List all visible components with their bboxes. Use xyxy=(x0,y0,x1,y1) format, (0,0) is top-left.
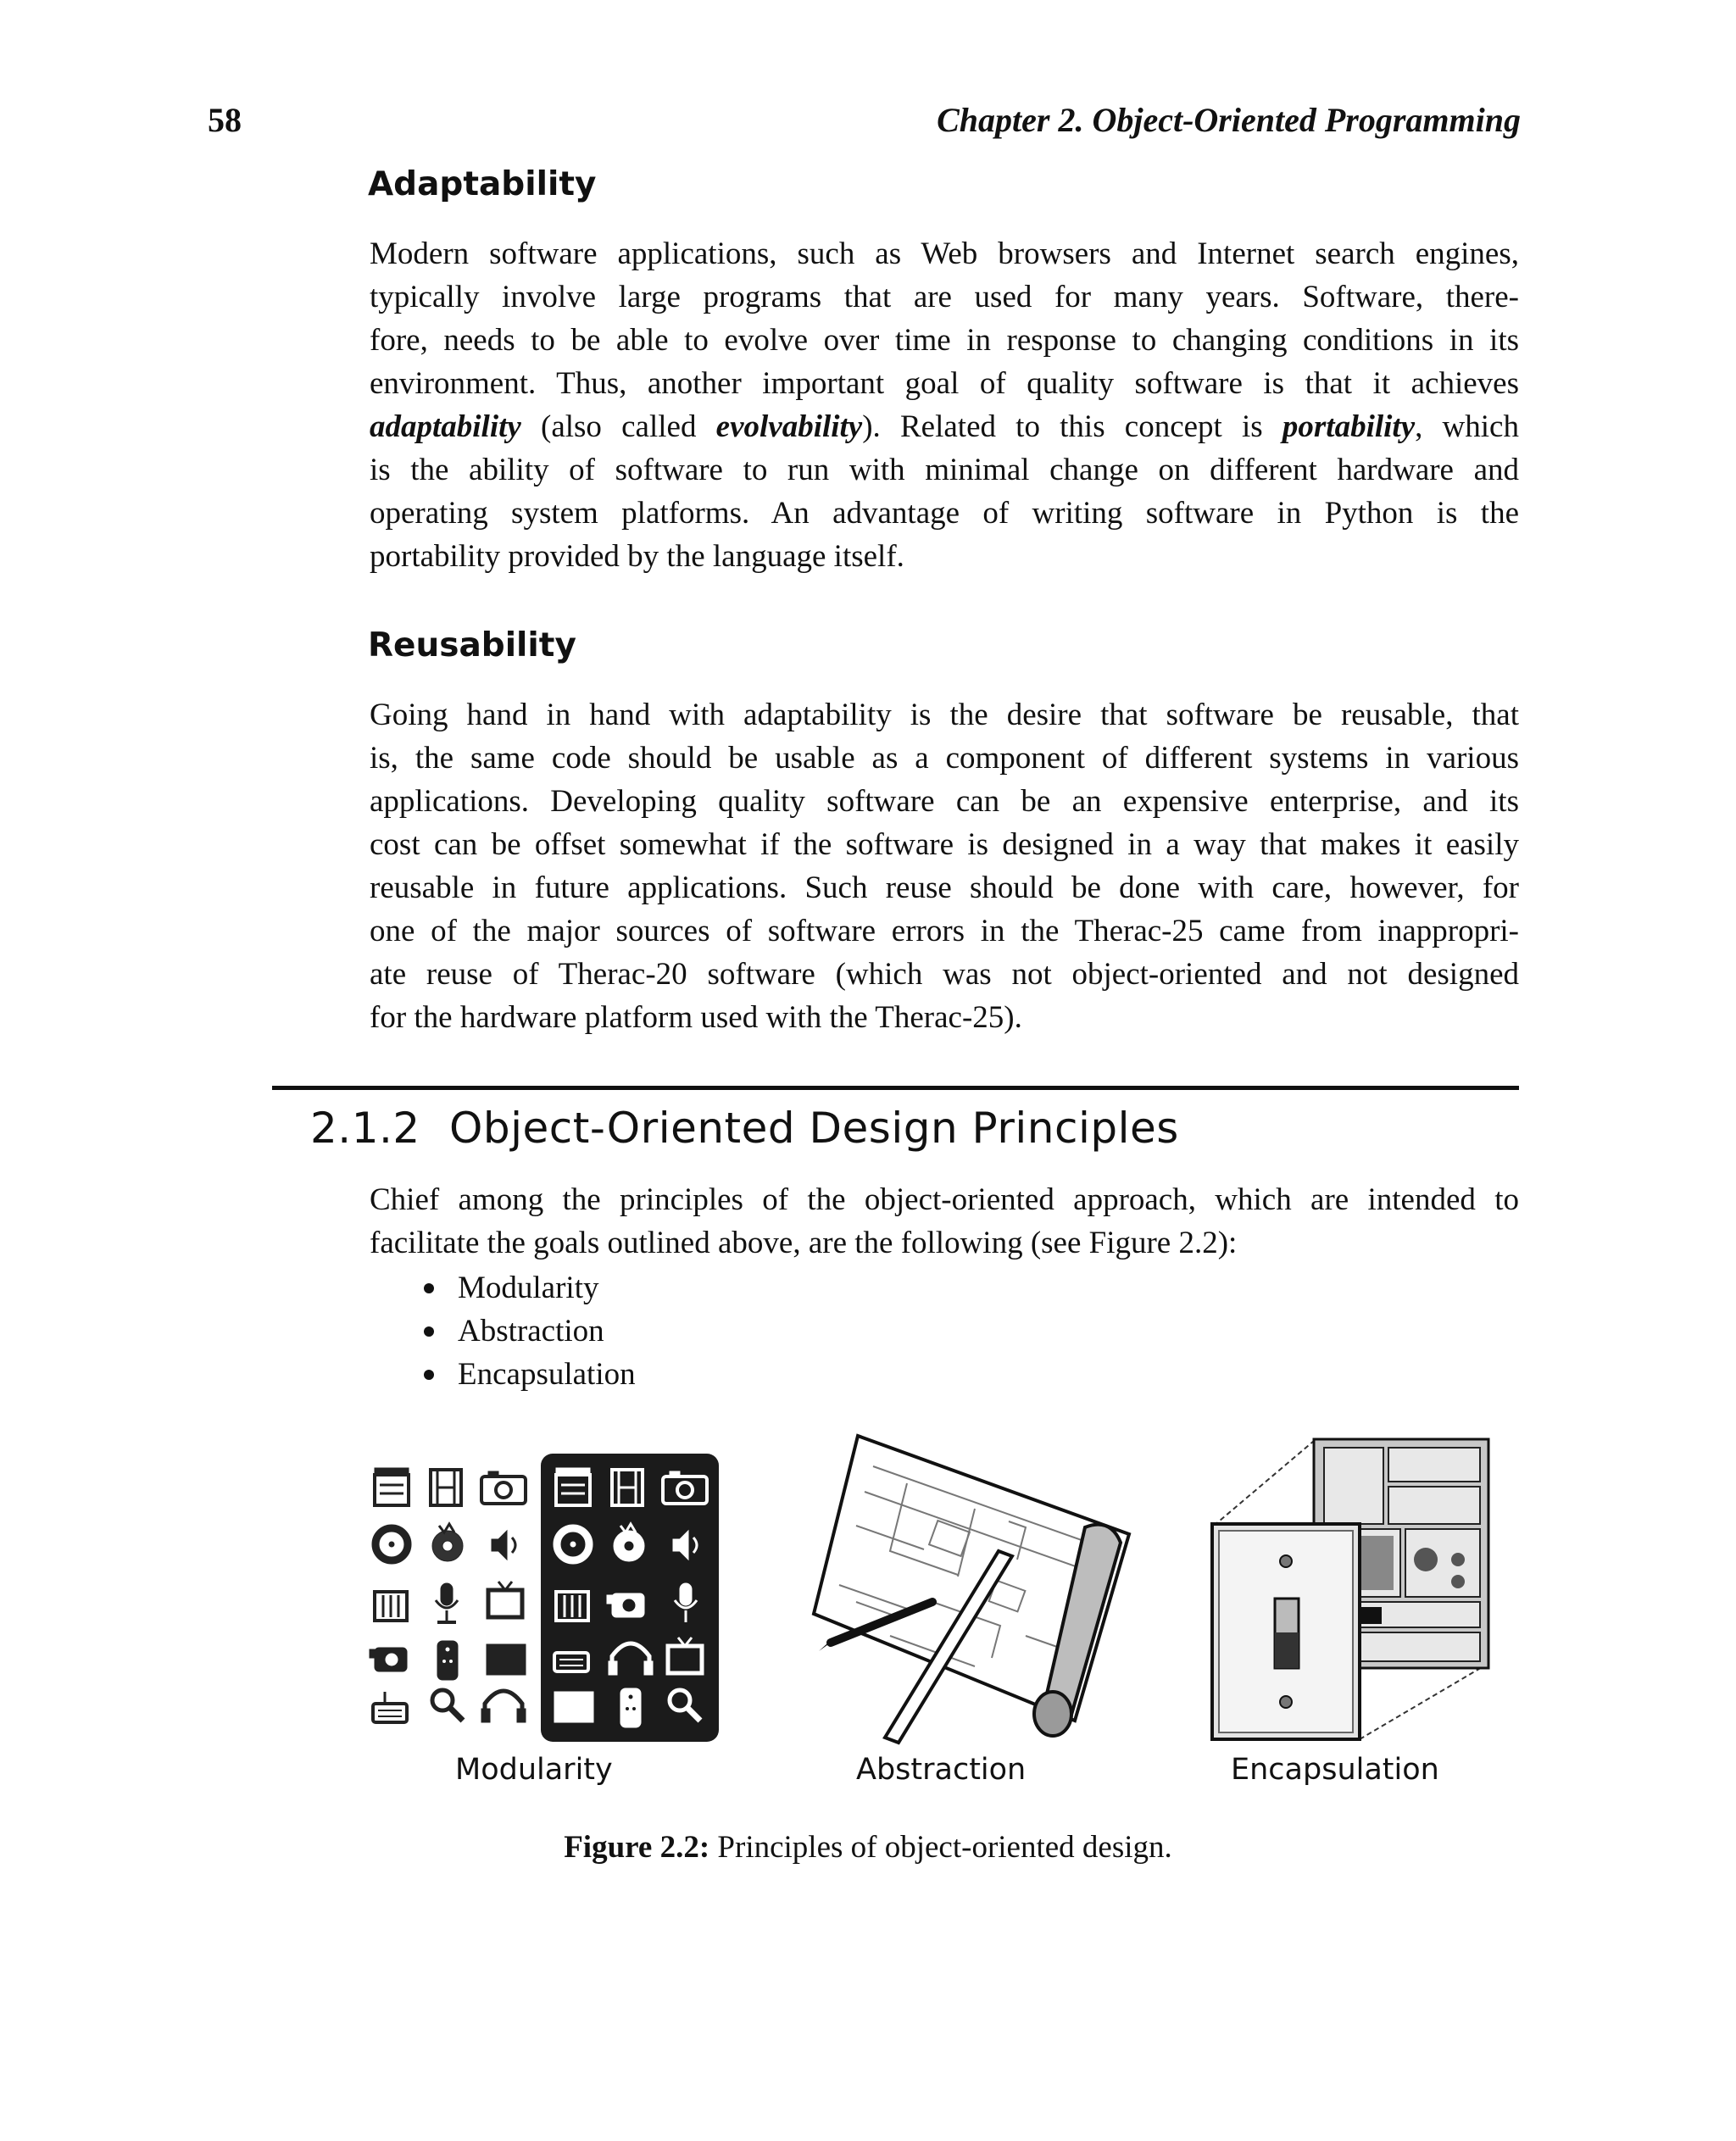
light-icon-set xyxy=(370,1468,526,1722)
text-line: operating system platforms. An advantage of writing software in Python is the xyxy=(370,496,1519,531)
remote-icon xyxy=(437,1641,458,1680)
adaptability-paragraph xyxy=(370,232,1519,578)
text-line: is, the same code should be usable as a component of different systems in various xyxy=(370,741,1519,776)
text-run: , which xyxy=(1415,409,1519,444)
projection-line xyxy=(1360,1666,1483,1739)
list-item xyxy=(419,1266,636,1310)
section-rule xyxy=(272,1086,1519,1090)
remote-icon xyxy=(620,1688,641,1727)
figure-caption-text: Principles of object-oriented design. xyxy=(709,1830,1172,1865)
text-line xyxy=(370,405,1519,448)
text-line: one of the major sources of software errors in the Therac-25 came from inappropri- xyxy=(370,914,1519,948)
text-run: (also called xyxy=(520,409,716,444)
camcorder-icon xyxy=(607,1593,644,1617)
figure-caption xyxy=(0,1829,1736,1866)
speaker-icon xyxy=(492,1531,515,1560)
text-line: facilitate the goals outlined above, are the following (see Figure 2.2): xyxy=(370,1226,1238,1260)
roll-end xyxy=(1034,1692,1071,1736)
gear-icon xyxy=(432,1524,463,1561)
text-line: Chief among the principles of the object-oriented approach, which are intended to xyxy=(370,1182,1519,1217)
text-line: Modern software applications, such as Web browsers and Internet search engines, xyxy=(370,236,1519,271)
switch-toggle xyxy=(1275,1632,1299,1668)
reusability-paragraph xyxy=(370,693,1519,1039)
section-title xyxy=(310,1104,1179,1153)
reusability-heading: Reusability xyxy=(368,626,576,665)
figure-caption-number: Figure 2.2: xyxy=(564,1830,710,1865)
text-line: cost can be offset somewhat if the software is designed in a way that makes it easily xyxy=(370,827,1519,862)
figure-label-encapsulation: Encapsulation xyxy=(1231,1753,1439,1787)
text-line: for the hardware platform used with the Therac-25). xyxy=(370,1000,1022,1035)
disc-icon xyxy=(376,1528,408,1560)
bullet-icon xyxy=(424,1370,434,1380)
text-line: portability provided by the language itself. xyxy=(370,539,904,574)
projection-line xyxy=(1214,1441,1314,1526)
figure-label-abstraction: Abstraction xyxy=(856,1753,1027,1787)
clapperboard-icon xyxy=(375,1468,409,1505)
text-run: ). Related to this concept is xyxy=(862,409,1283,444)
list-item-text: Modularity xyxy=(458,1271,599,1305)
film-icon xyxy=(431,1470,461,1505)
abstraction-blueprint-illustration xyxy=(805,1432,1144,1746)
list-item-text: Encapsulation xyxy=(458,1357,636,1392)
text-line: typically involve large programs that are used for many years. Software, there- xyxy=(370,280,1519,314)
monitor-icon xyxy=(487,1644,526,1675)
text-line: applications. Developing quality software can be an expensive enterprise, and its xyxy=(370,784,1519,819)
magnifier-icon xyxy=(432,1690,463,1721)
monitor-icon xyxy=(554,1692,593,1722)
camcorder-icon xyxy=(370,1648,407,1671)
list-item xyxy=(419,1310,636,1353)
bullet-icon xyxy=(424,1283,434,1293)
list-item-text: Abstraction xyxy=(458,1314,604,1349)
term-evolvability: evolvability xyxy=(715,409,863,444)
headphones-icon xyxy=(481,1691,526,1722)
tv-icon xyxy=(488,1582,522,1617)
text-line: ate reuse of Therac-20 software (which was not object-oriented and not designed xyxy=(370,957,1519,992)
principles-list xyxy=(419,1266,636,1396)
section-title-text: Object-Oriented Design Principles xyxy=(449,1104,1179,1153)
modularity-icons-illustration xyxy=(366,1449,722,1746)
adaptability-heading: Adaptability xyxy=(368,165,597,203)
keyboard-icon xyxy=(373,1692,407,1722)
mixer-icon xyxy=(375,1592,407,1621)
term-portability: portability xyxy=(1282,409,1416,444)
microphone-icon xyxy=(436,1583,458,1622)
figure-label-modularity: Modularity xyxy=(455,1753,613,1787)
screw-icon xyxy=(1280,1555,1292,1567)
list-item xyxy=(419,1353,636,1396)
encapsulation-illustration xyxy=(1204,1432,1500,1746)
text-line: environment. Thus, another important goal of quality software is that it achieves xyxy=(370,366,1519,401)
term-adaptability: adaptability xyxy=(370,409,521,444)
page-number: 58 xyxy=(208,101,242,139)
running-head: Chapter 2. Object-Oriented Programming xyxy=(937,101,1521,139)
bullet-icon xyxy=(424,1326,434,1337)
text-line: is the ability of software to run with minimal change on different hardware and xyxy=(370,453,1519,487)
text-line: reusable in future applications. Such reuse should be done with care, however, for xyxy=(370,870,1519,905)
camera-icon xyxy=(481,1471,526,1504)
section-intro-paragraph xyxy=(370,1178,1519,1265)
text-line: Going hand in hand with adaptability is the desire that software be reusable, that xyxy=(370,698,1519,732)
screw-icon xyxy=(1280,1696,1292,1708)
text-line: fore, needs to be able to evolve over time in response to changing conditions in its xyxy=(370,323,1519,358)
section-number: 2.1.2 xyxy=(310,1104,420,1153)
